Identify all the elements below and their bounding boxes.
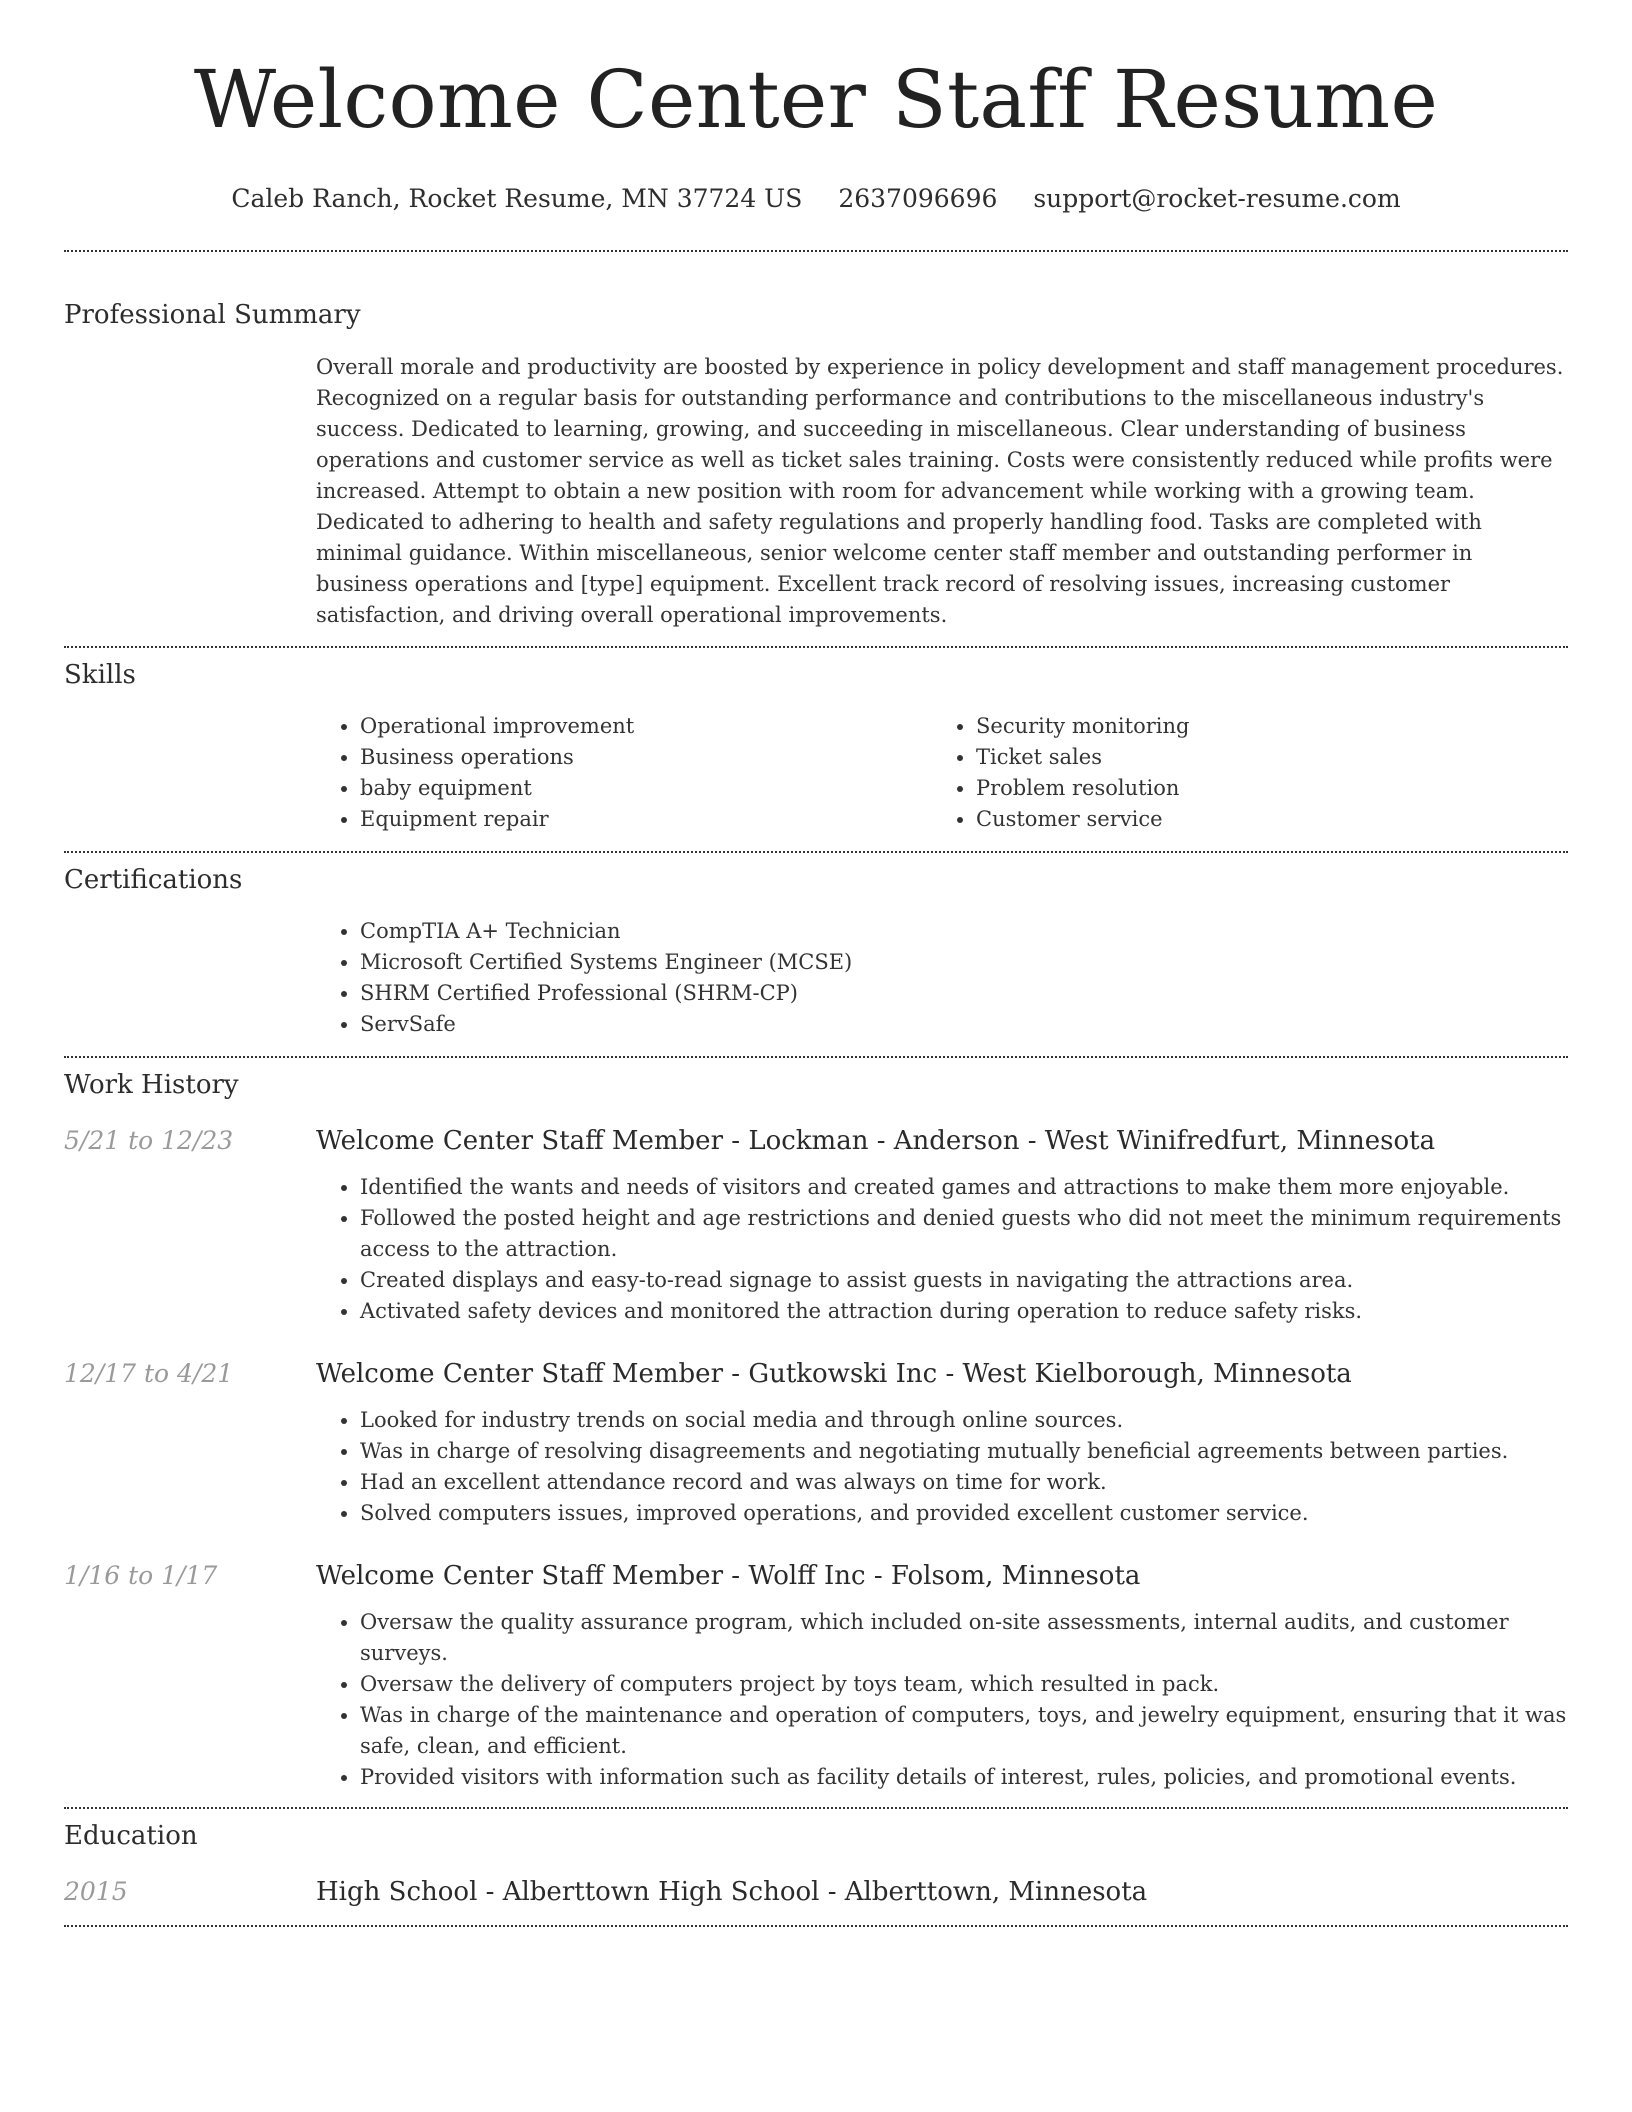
skills-heading: Skills: [64, 660, 136, 690]
skill-item: • Equipment repair: [360, 804, 932, 835]
job-bullet: • Was in charge of resolving disagreements and negotiating mutually beneficial agreements between parties.: [360, 1436, 1568, 1467]
job-bullets: [316, 1607, 1568, 1793]
job-bullet: • Looked for industry trends on social media and through online sources.: [360, 1405, 1568, 1436]
certification-item: • SHRM Certified Professional (SHRM-CP): [360, 978, 1568, 1009]
certification-item: • ServSafe: [360, 1009, 1568, 1040]
skills-list-left: [316, 711, 932, 835]
job-dates: 5/21 to 12/23: [64, 1126, 234, 1155]
certification-item: • Microsoft Certified Systems Engineer (MCSE): [360, 947, 1568, 978]
contact-email: support@rocket-resume.com: [1033, 184, 1401, 213]
education-entry: [64, 1875, 1568, 1925]
skills-section: [64, 648, 1568, 851]
skill-item: • Problem resolution: [976, 773, 1568, 804]
skills-list-right: [932, 711, 1568, 835]
work-history-section: [64, 1058, 1568, 1807]
job-bullet: • Was in charge of the maintenance and operation of computers, toys, and jewelry equipment, ensuring that it was safe, clean, and efficient.: [360, 1700, 1568, 1762]
job-bullet: • Identified the wants and needs of visitors and created games and attractions to make them more enjoyable.: [360, 1172, 1568, 1203]
education-heading: Education: [64, 1821, 198, 1851]
job-title: Welcome Center Staff Member - Gutkowski Inc - West Kielborough, Minnesota: [316, 1359, 1352, 1389]
job-bullet: • Created displays and easy-to-read signage to assist guests in navigating the attractions area.: [360, 1265, 1568, 1296]
skill-item: • Customer service: [976, 804, 1568, 835]
certification-item: • CompTIA A+ Technician: [360, 916, 1568, 947]
summary-section: [64, 252, 1568, 646]
skill-item: • Security monitoring: [976, 711, 1568, 742]
divider: [64, 1925, 1568, 1927]
education-year: 2015: [64, 1877, 128, 1906]
job-entry: [64, 1357, 1568, 1529]
job-bullets: [316, 1172, 1568, 1327]
work-history-heading: Work History: [64, 1070, 239, 1100]
contact-line: [64, 182, 1568, 216]
job-bullet: • Activated safety devices and monitored the attraction during operation to reduce safety risks.: [360, 1296, 1568, 1327]
skill-item: • Operational improvement: [360, 711, 932, 742]
certifications-section: [64, 853, 1568, 1056]
job-bullet: • Oversaw the delivery of computers project by toys team, which resulted in pack.: [360, 1669, 1568, 1700]
contact-phone: 2637096696: [838, 184, 998, 213]
job-bullet: • Solved computers issues, improved operations, and provided excellent customer service.: [360, 1498, 1568, 1529]
job-entry: [64, 1559, 1568, 1807]
resume-title: Welcome Center Staff Resume: [193, 53, 1439, 146]
job-dates: 1/16 to 1/17: [64, 1561, 218, 1590]
summary-heading: Professional Summary: [64, 300, 361, 330]
job-bullet: • Followed the posted height and age restrictions and denied guests who did not meet the minimum requirements access to the attraction.: [360, 1203, 1568, 1265]
skill-item: • Ticket sales: [976, 742, 1568, 773]
education-title: High School - Alberttown High School - Alberttown, Minnesota: [316, 1877, 1148, 1907]
job-title: Welcome Center Staff Member - Wolff Inc - Folsom, Minnesota: [316, 1561, 1141, 1591]
job-bullet: • Provided visitors with information such as facility details of interest, rules, policies, and promotional events.: [360, 1762, 1568, 1793]
job-dates: 12/17 to 4/21: [64, 1359, 234, 1388]
job-bullet: • Had an excellent attendance record and was always on time for work.: [360, 1467, 1568, 1498]
education-section: [64, 1809, 1568, 1925]
job-title: Welcome Center Staff Member - Lockman - Anderson - West Winifredfurt, Minnesota: [316, 1126, 1436, 1156]
job-entry: [64, 1124, 1568, 1327]
job-bullets: [316, 1405, 1568, 1529]
job-bullet: • Oversaw the quality assurance program, which included on-site assessments, internal audits, and customer surveys.: [360, 1607, 1568, 1669]
summary-text: Overall morale and productivity are boosted by experience in policy development and staff management procedures. Recognized on a regular basis for outstanding performance and contributions to the miscellaneous industry's success. Dedicated to learning, growing, and succeeding in miscellaneous. Clear understanding of business operations and customer service as well as ticket sales training. Costs were consistently reduced while profits were increased. Attempt to obtain a new position with room for advancement while working with a growing team. Dedicated to adhering to health and safety regulations and properly handling food. Tasks are completed with minimal guidance. Within miscellaneous, senior welcome center staff member and outstanding performer in business operations and [type] equipment. Excellent track record of resolving issues, increasing customer satisfaction, and driving overall operational improvements.: [316, 355, 1564, 627]
certifications-list: [316, 916, 1568, 1040]
skill-item: • baby equipment: [360, 773, 932, 804]
skill-item: • Business operations: [360, 742, 932, 773]
certifications-heading: Certifications: [64, 865, 243, 895]
contact-address: Caleb Ranch, Rocket Resume, MN 37724 US: [231, 184, 803, 213]
